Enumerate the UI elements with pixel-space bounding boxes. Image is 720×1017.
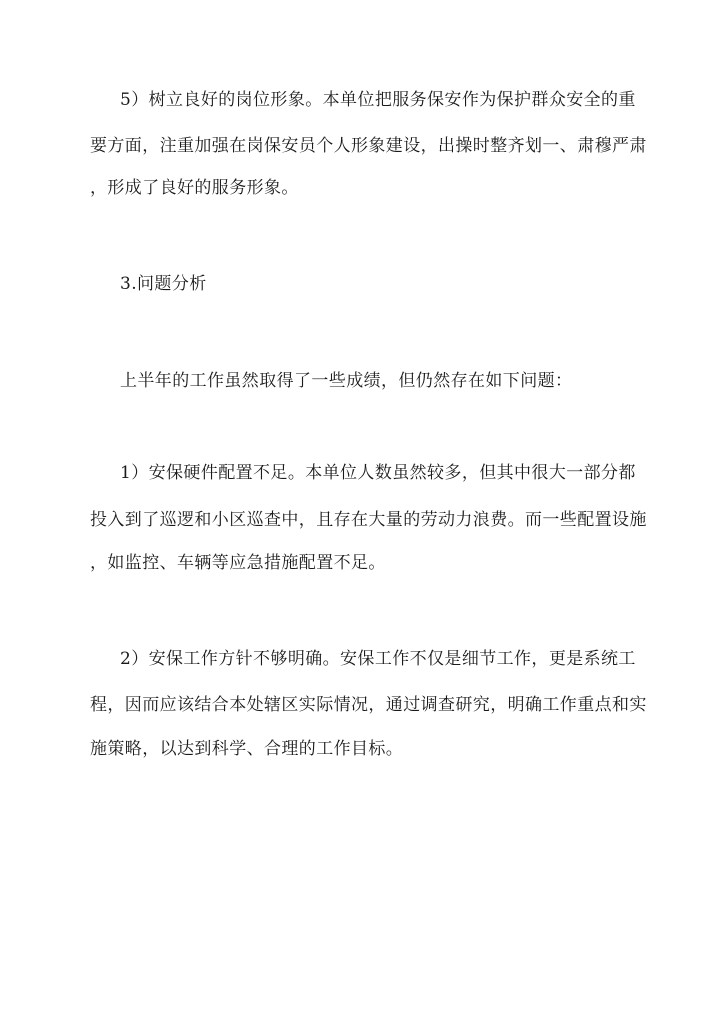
intro-paragraph: 上半年的工作虽然取得了一些成绩，但仍然存在如下问题： [120, 371, 573, 391]
issue-1-line-2: 投入到了巡逻和小区巡查中，且存在大量的劳动力浪费。而一些配置设施 [90, 510, 647, 530]
paragraph-5-line-1: 5）树立良好的岗位形象。本单位把服务保安作为保护群众安全的重 [120, 90, 636, 110]
issue-2-line-3: 施策略，以达到科学、合理的工作目标。 [90, 739, 404, 759]
issue-2-line-1: 2）安保工作方针不够明确。安保工作不仅是细节工作，更是系统工 [120, 649, 636, 669]
section-heading: 3.问题分析 [120, 274, 207, 294]
paragraph-5-line-3: ，形成了良好的服务形象。 [90, 178, 299, 198]
issue-1-line-1: 1）安保硬件配置不足。本单位人数虽然较多，但其中很大一部分都 [120, 463, 636, 483]
issue-2-line-2: 程，因而应该结合本处辖区实际情况，通过调查研究，明确工作重点和实 [90, 695, 647, 715]
issue-1-line-3: ，如监控、车辆等应急措施配置不足。 [90, 553, 386, 573]
paragraph-5-line-2: 要方面，注重加强在岗保安员个人形象建设，出操时整齐划一、肃穆严肃 [90, 136, 647, 156]
